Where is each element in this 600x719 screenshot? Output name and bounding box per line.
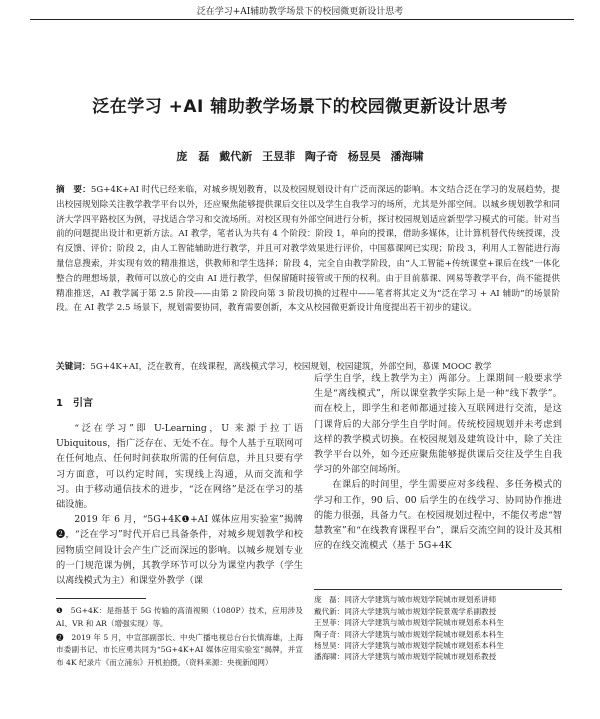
header-rule — [30, 19, 574, 20]
author-list — [0, 148, 600, 164]
author-affiliation: 王昱菲：同济大学建筑与城市规划学院城市规划系本科生 — [314, 618, 504, 628]
body-paragraph: 2019 年 6 月，“5G+4K❶+AI 媒体应用实验室”揭牌❷，“泛在学习”时代开启已具备条件，对城乡规划教学和校园物质空间设计会产生广泛而深远的影响。以城乡规划专业的一门规范课为例，其教学环节可以分为课堂内教学（学生以离线模式为主）和课堂外教学（课 — [56, 514, 303, 587]
footnote: ❶ 5G+4K：是指基于 5G 传输的高清视频（1080P）技术，应用涉及 AI、VR 和 AR（增强实现）等。 — [56, 606, 303, 628]
author-affiliation: 杨昱昊：同济大学建筑与城市规划学院城市规划系本科生 — [314, 641, 504, 651]
left-column — [56, 398, 303, 671]
author-name: 杨昱昊 — [347, 150, 381, 163]
keywords-text: 5G+4K+AI，泛在教育，在线课程，离线模式学习，校园规划，校园建筑，外部空间，慕课 MOOC 教学 — [90, 362, 492, 372]
abstract-text: 5G+4K+AI 时代已经来临，对城乡规划教育，以及校园规划设计有广泛而深远的影响。本文结合泛在学习的发展趋势，提出校园规划除关注教学教学平台以外，还应聚焦能够提供课后交往以及学生自我学习的场所，尤其是外部空间。以城乡规划教学和同济大学四平路校区为例，寻找适合学习和交流场所。对校区现有外部空间进行分析，探讨校园规划适应新型学习模式的可能。针对当前的问题提出设计和更新方法。AI 教学，笔者认为共有 4 个阶段：阶段 1，单向的授课，借助多媒体，让计算机替代传统授课，没有反馈、评价；阶段 2，由人工智能辅助进行教学，并且可对教学效果进行评价，中国慕课网已实现；阶段 3，利用人工智能进行海量信息搜索，并实现有效的精准推送，供教师和学生选择；阶段 4，完全自由教学阶段，由“人工智能+传统课堂+课后在线”一体化整合的理想场景，教师可以放心的交由 AI 进行教学，但保留随时接管或干预的权利。由于目前慕课、网易等教学平台，尚不能提供精准推送，AI 教学属于第 2.5 阶段——由第 2 阶段向第 3 阶段切换的过程中——笔者将其定义为“泛在学习 + AI 辅助”的场景阶段。在 AI 教学 2.5 场景下，规划需要协同，教育需要创新，本文从校园微更新设计角度提出若干初步的建议。 — [56, 185, 560, 314]
keywords-label: 关键词： — [56, 362, 91, 372]
right-column — [314, 371, 562, 663]
author-name: 陶子奇 — [304, 150, 338, 163]
body-paragraph: 在课后的时间里，学生需要应对多线程、多任务模式的学习和工作，90 后、00 后学生的在线学习、协同协作推进的能力很强，具备力气。在校园规划过程中，不能仅考虑“智慧教室”和“在线教育课程平台”，课后交流空间的设计及其相应的在线交流模式（基于 5G+4K — [314, 479, 562, 552]
abstract-label: 摘 要： — [56, 185, 91, 195]
author-affiliation: 陶子奇：同济大学建筑与城市规划学院城市规划系本科生 — [314, 629, 504, 639]
author-affiliation: 戴代新：同济大学建筑与城市规划学院景观学系副教授 — [314, 606, 497, 616]
affiliation-rule — [314, 589, 562, 590]
footnote: ❷ 2019 年 5 月，中宣部副部长、中央广播电视总台台长慎海雄，上海市委副书记、市长应勇共同为“5G+4K+AI 媒体应用实验室”揭牌，并宣布 4K 纪录片《而立浦东》开机拍摄。（资料来源：央视新闻网） — [56, 633, 303, 667]
abstract — [56, 183, 560, 316]
author-name: 戴代新 — [219, 150, 253, 163]
running-header: 泛在学习+AI辅助教学场景下的校园微更新设计思考 — [196, 7, 404, 17]
author-name: 王昱菲 — [262, 150, 296, 163]
body-paragraph: 后学生自学，线上教学为主）两部分。上课期间一般要求学生是“离线模式”，所以课堂教学实际上是一种“线下教学”。而在校上，即学生和老师都通过接入互联网进行交流，是这门课背后的大部分学生自学时间。传统校园规划并未考虑到这样的教学模式切换。在校园规划及建筑设计中，除了关注教学平台以外，如今还应聚焦能够提供课后交往及学生自我学习的外部空间场所。 — [314, 373, 562, 476]
section-heading: 1 引言 — [56, 398, 93, 409]
body-paragraph: “泛在学习”即 U-Learning，U 来源于拉丁语 Ubiquitous，指广泛存在、无处不在。每个人基于互联网可在任何地点、任何时间获取所需的任何信息，并且只要有学习方面意，可以约定时间，实现线上沟通，从而交流和学习。由于移动通信技术的进步，“泛在网络”是泛在学习的基础设施。 — [56, 423, 303, 511]
author-name: 潘海啸 — [390, 150, 424, 163]
author-affiliation: 潘海啸：同济大学建筑与城市规划学院城市规划系教授 — [314, 652, 497, 662]
footnote-rule — [56, 598, 146, 599]
author-name: 庞 磊 — [176, 150, 210, 163]
paper-title: 泛在学习 +AI 辅助教学场景下的校园微更新设计思考 — [92, 97, 508, 117]
author-affiliation: 庞 磊：同济大学建筑与城市规划学院城市规划系讲师 — [314, 595, 497, 605]
